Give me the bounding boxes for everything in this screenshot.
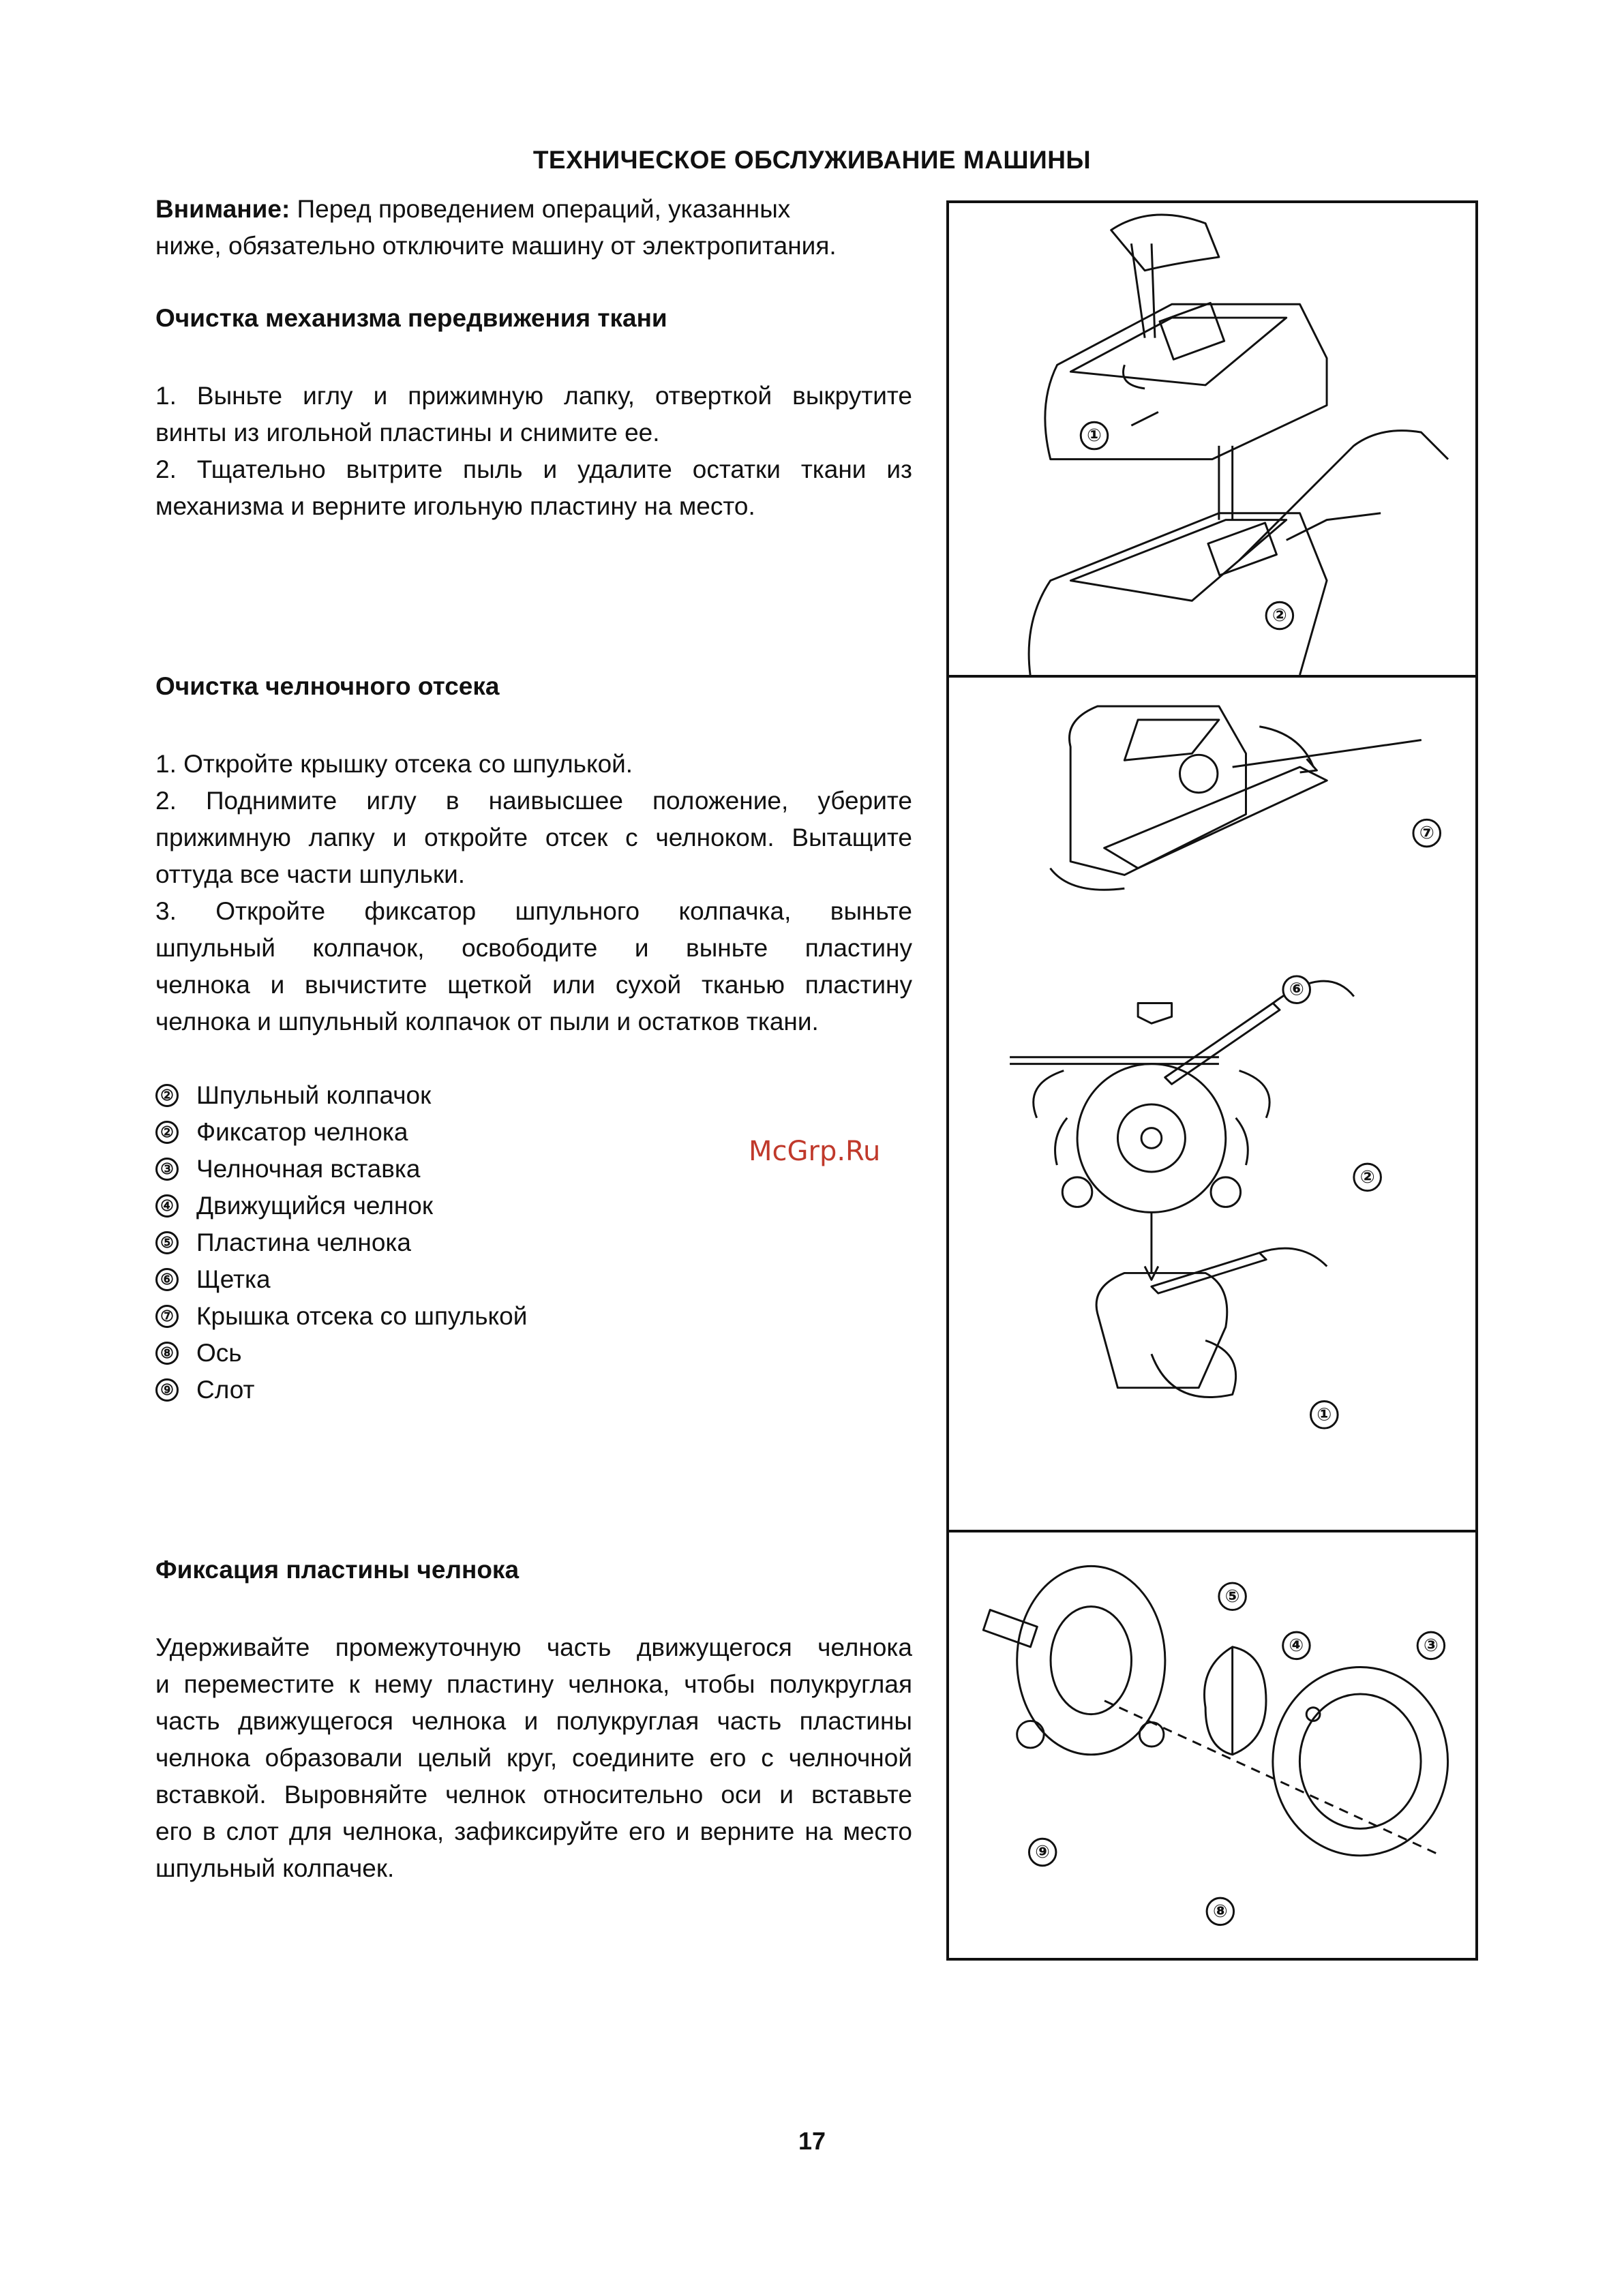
callout-label: ⑤ — [1224, 1586, 1240, 1607]
legend-number: ⑧ — [155, 1342, 179, 1365]
section1-line: 1. Выньте иглу и прижимную лапку, отверткой выкрутите — [155, 382, 912, 410]
needle-plate-illustration — [949, 203, 1475, 675]
legend-number: ③ — [155, 1158, 179, 1181]
section2-line: челнока и шпульный колпачок от пыли и остатков ткани. — [155, 1008, 819, 1036]
legend-text: Слот — [196, 1376, 255, 1404]
callout — [1266, 602, 1293, 629]
legend-text: Щетка — [196, 1265, 271, 1293]
legend-item — [155, 1298, 527, 1335]
callout — [1207, 1898, 1233, 1924]
section-heading-shuttle-plate: Фиксация пластины челнока — [155, 1556, 520, 1584]
legend-item — [155, 1224, 527, 1261]
shuttle-compartment-illustration — [949, 678, 1475, 1530]
section1-line: 2. Тщательно вытрите пыль и удалите остатки ткани из — [155, 455, 912, 483]
legend-text: Пластина челнока — [196, 1228, 411, 1256]
callout-label: ① — [1317, 1404, 1332, 1425]
callout — [1283, 1632, 1310, 1659]
callout-label: ⑧ — [1212, 1901, 1228, 1922]
callout — [1029, 1839, 1055, 1865]
legend-item — [155, 1372, 527, 1408]
page-number: 17 — [798, 2127, 826, 2155]
callout — [1283, 976, 1310, 1003]
legend-number: ② — [155, 1121, 179, 1144]
warning-line-2: ниже, обязательно отключите машину от электропитания. — [155, 232, 837, 260]
section-heading-shuttle-compartment: Очистка челночного отсека — [155, 672, 500, 700]
figure-needle-plate — [946, 200, 1478, 678]
callout-label: ⑦ — [1419, 823, 1434, 844]
legend-item — [155, 1335, 527, 1372]
legend-text: Ось — [196, 1339, 242, 1367]
legend-number: ⑥ — [155, 1268, 179, 1291]
legend-text: Движущийся челнок — [196, 1192, 434, 1220]
parts-legend — [155, 1077, 527, 1408]
section1-text — [155, 378, 912, 525]
section3-line: шпульный колпачек. — [155, 1854, 395, 1882]
legend-number: ④ — [155, 1194, 179, 1218]
page-title: ТЕХНИЧЕСКОЕ ОБСЛУЖИВАНИЕ МАШИНЫ — [532, 146, 1092, 174]
section1-line: винты из игольной пластины и снимите ее. — [155, 419, 660, 447]
callout-label: ⑨ — [1035, 1841, 1051, 1862]
warning-paragraph — [155, 191, 912, 265]
section-heading-fabric-feed: Очистка механизма передвижения ткани — [155, 304, 667, 332]
section2-line: 2. Поднимите иглу в наивысшее положение, уберите — [155, 787, 912, 815]
legend-number: ⑨ — [155, 1378, 179, 1402]
legend-item — [155, 1261, 527, 1298]
legend-item — [155, 1114, 527, 1151]
shuttle-plate-illustration — [949, 1532, 1475, 1958]
callout — [1081, 422, 1108, 449]
callout-label: ② — [1272, 605, 1287, 626]
legend-number: ② — [155, 1084, 179, 1107]
callout-label: ② — [1359, 1166, 1375, 1188]
legend-number: ⑤ — [155, 1231, 179, 1254]
figure-shuttle-compartment — [946, 675, 1478, 1532]
callout — [1219, 1583, 1246, 1610]
watermark: McGrp.Ru — [749, 1136, 881, 1167]
legend-item — [155, 1077, 527, 1114]
section2-line: оттуда все части шпульки. — [155, 860, 466, 888]
warning-line-1: Перед проведением операций, указанных — [290, 195, 791, 223]
legend-number: ⑦ — [155, 1305, 179, 1328]
callout-label: ① — [1087, 425, 1102, 447]
callout — [1417, 1632, 1444, 1659]
section2-text — [155, 746, 912, 1040]
section3-line: челнока образовали целый круг, соедините его с челночной — [155, 1744, 912, 1772]
callout-label: ⑥ — [1289, 979, 1304, 1000]
figure-shuttle-plate — [946, 1530, 1478, 1961]
section1-line: механизма и верните игольную пластину на место. — [155, 492, 755, 520]
callout — [1413, 819, 1441, 847]
section3-line: часть движущегося челнока и полукруглая часть пластины — [155, 1707, 912, 1735]
legend-text: Крышка отсека со шпулькой — [196, 1302, 528, 1330]
callout — [1354, 1164, 1381, 1191]
section2-line: 1. Откройте крышку отсека со шпулькой. — [155, 750, 633, 778]
section2-line: шпульный колпачок, освободите и выньте пластину — [155, 934, 912, 962]
legend-text: Фиксатор челнока — [196, 1118, 408, 1146]
warning-label: Внимание: — [155, 195, 290, 223]
legend-item — [155, 1151, 527, 1188]
legend-text: Шпульный колпачок — [196, 1081, 432, 1109]
section3-line: и переместите к нему пластину челнока, чтобы полукруглая — [155, 1670, 912, 1698]
callout — [1311, 1401, 1338, 1428]
callout-label: ④ — [1289, 1635, 1304, 1656]
legend-text: Челночная вставка — [196, 1155, 421, 1183]
legend-item — [155, 1188, 527, 1224]
section2-line: прижимную лапку и откройте отсек с челноком. Вытащите — [155, 824, 912, 851]
section2-line: челнока и вычистите щеткой или сухой тканью пластину — [155, 971, 912, 999]
section3-text — [155, 1629, 912, 1887]
section3-line: вставкой. Выровняйте челнок относительно оси и вставьте — [155, 1781, 912, 1809]
section3-line: его в слот для челнока, зафиксируйте его и верните на место — [155, 1817, 912, 1845]
section3-line: Удерживайте промежуточную часть движущегося челнока — [155, 1633, 912, 1661]
callout-label: ③ — [1424, 1635, 1439, 1656]
section2-line: 3. Откройте фиксатор шпульного колпачка, выньте — [155, 897, 912, 925]
